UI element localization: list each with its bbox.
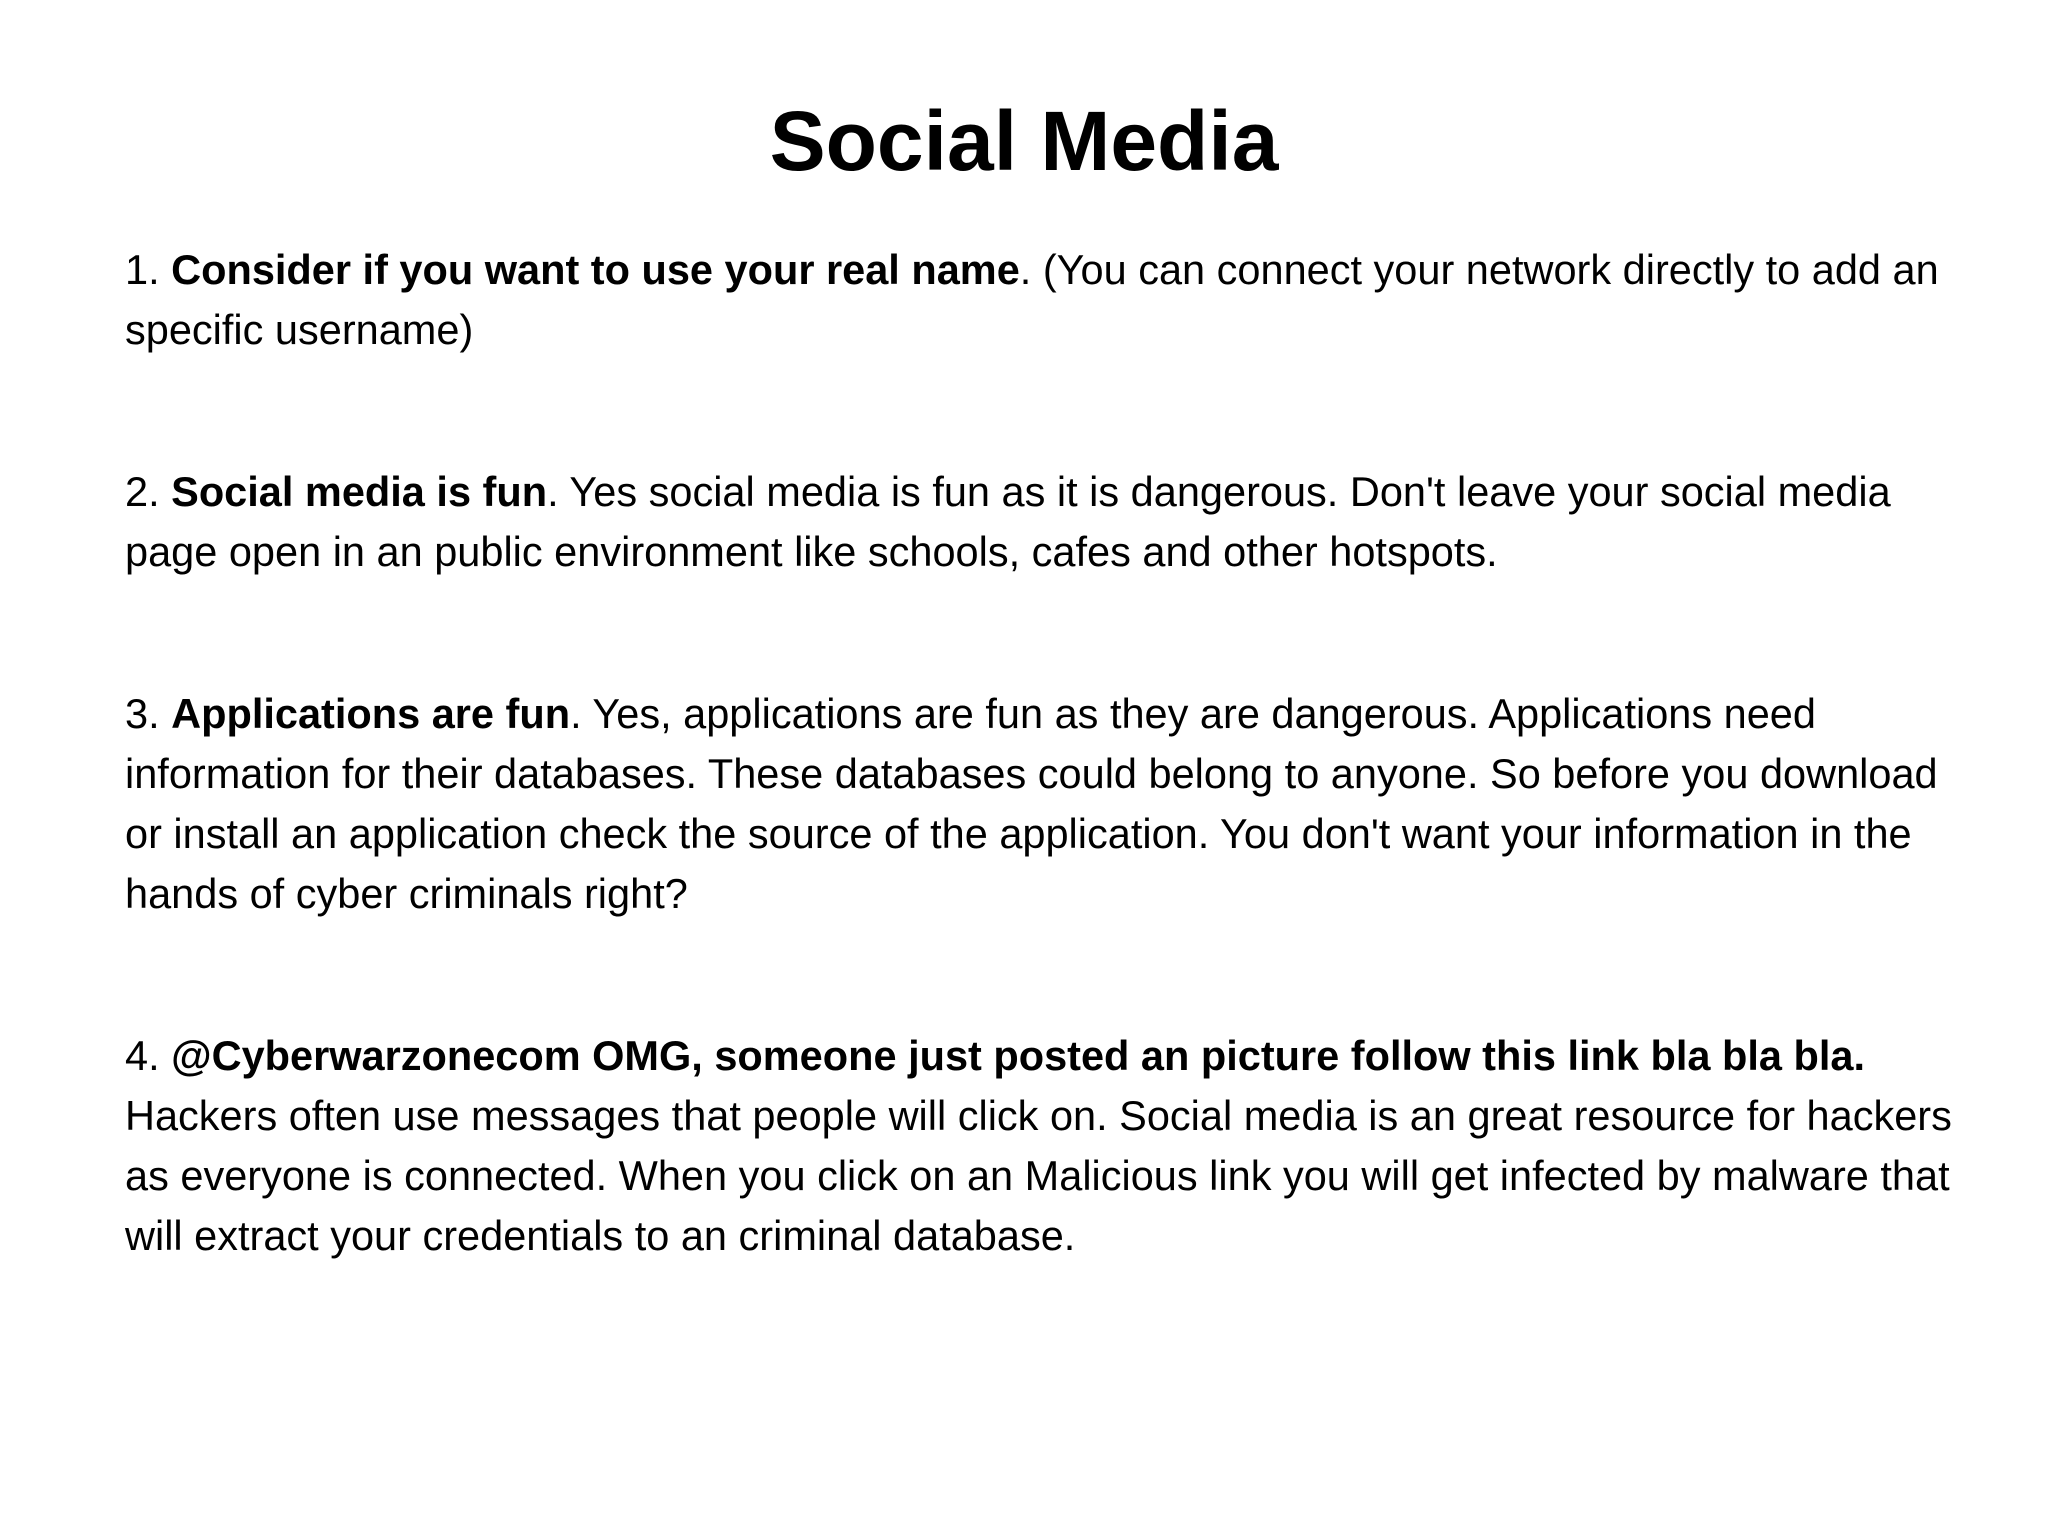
item-heading: Applications are fun	[171, 690, 571, 737]
item-number: 2.	[125, 468, 160, 515]
item-text: Hackers often use messages that people will click on. Social media is an great resource for hackers as everyone is connected. When you click on an Malicious link you will get infected by malware that will extract your credentials to an criminal database.	[125, 1092, 1952, 1259]
item-number: 1.	[125, 246, 160, 293]
item-text: Yes, applications are fun as they are dangerous. Applications need information for their databases. These databases could belong to anyone. So before you download or install an application check the source of the application. You don't want your information in the hands of cyber criminals right?	[125, 690, 1938, 917]
item-heading: Social media is fun	[171, 468, 548, 515]
list-item-1	[125, 240, 1955, 360]
item-heading: Consider if you want to use your real name	[171, 246, 1020, 293]
item-heading-punct: .	[570, 690, 582, 737]
item-number: 4.	[125, 1032, 160, 1079]
item-heading-punct: .	[547, 468, 559, 515]
list-item-3	[125, 684, 1955, 924]
item-heading-punct: .	[1019, 246, 1032, 293]
item-number: 3.	[125, 690, 160, 737]
slide-title: Social Media	[769, 94, 1279, 188]
item-text: Yes social media is fun as it is dangerous. Don't leave your social media page open in an public environment like schools, cafes and other hotspots.	[125, 468, 1891, 575]
list-item-2	[125, 462, 1955, 582]
list-item-4	[125, 1026, 1955, 1266]
item-heading: @Cyberwarzonecom OMG, someone just posted an picture follow this link bla bla bla.	[171, 1032, 1865, 1079]
item-text: (You can connect your network directly to add an specific username)	[125, 246, 1939, 353]
